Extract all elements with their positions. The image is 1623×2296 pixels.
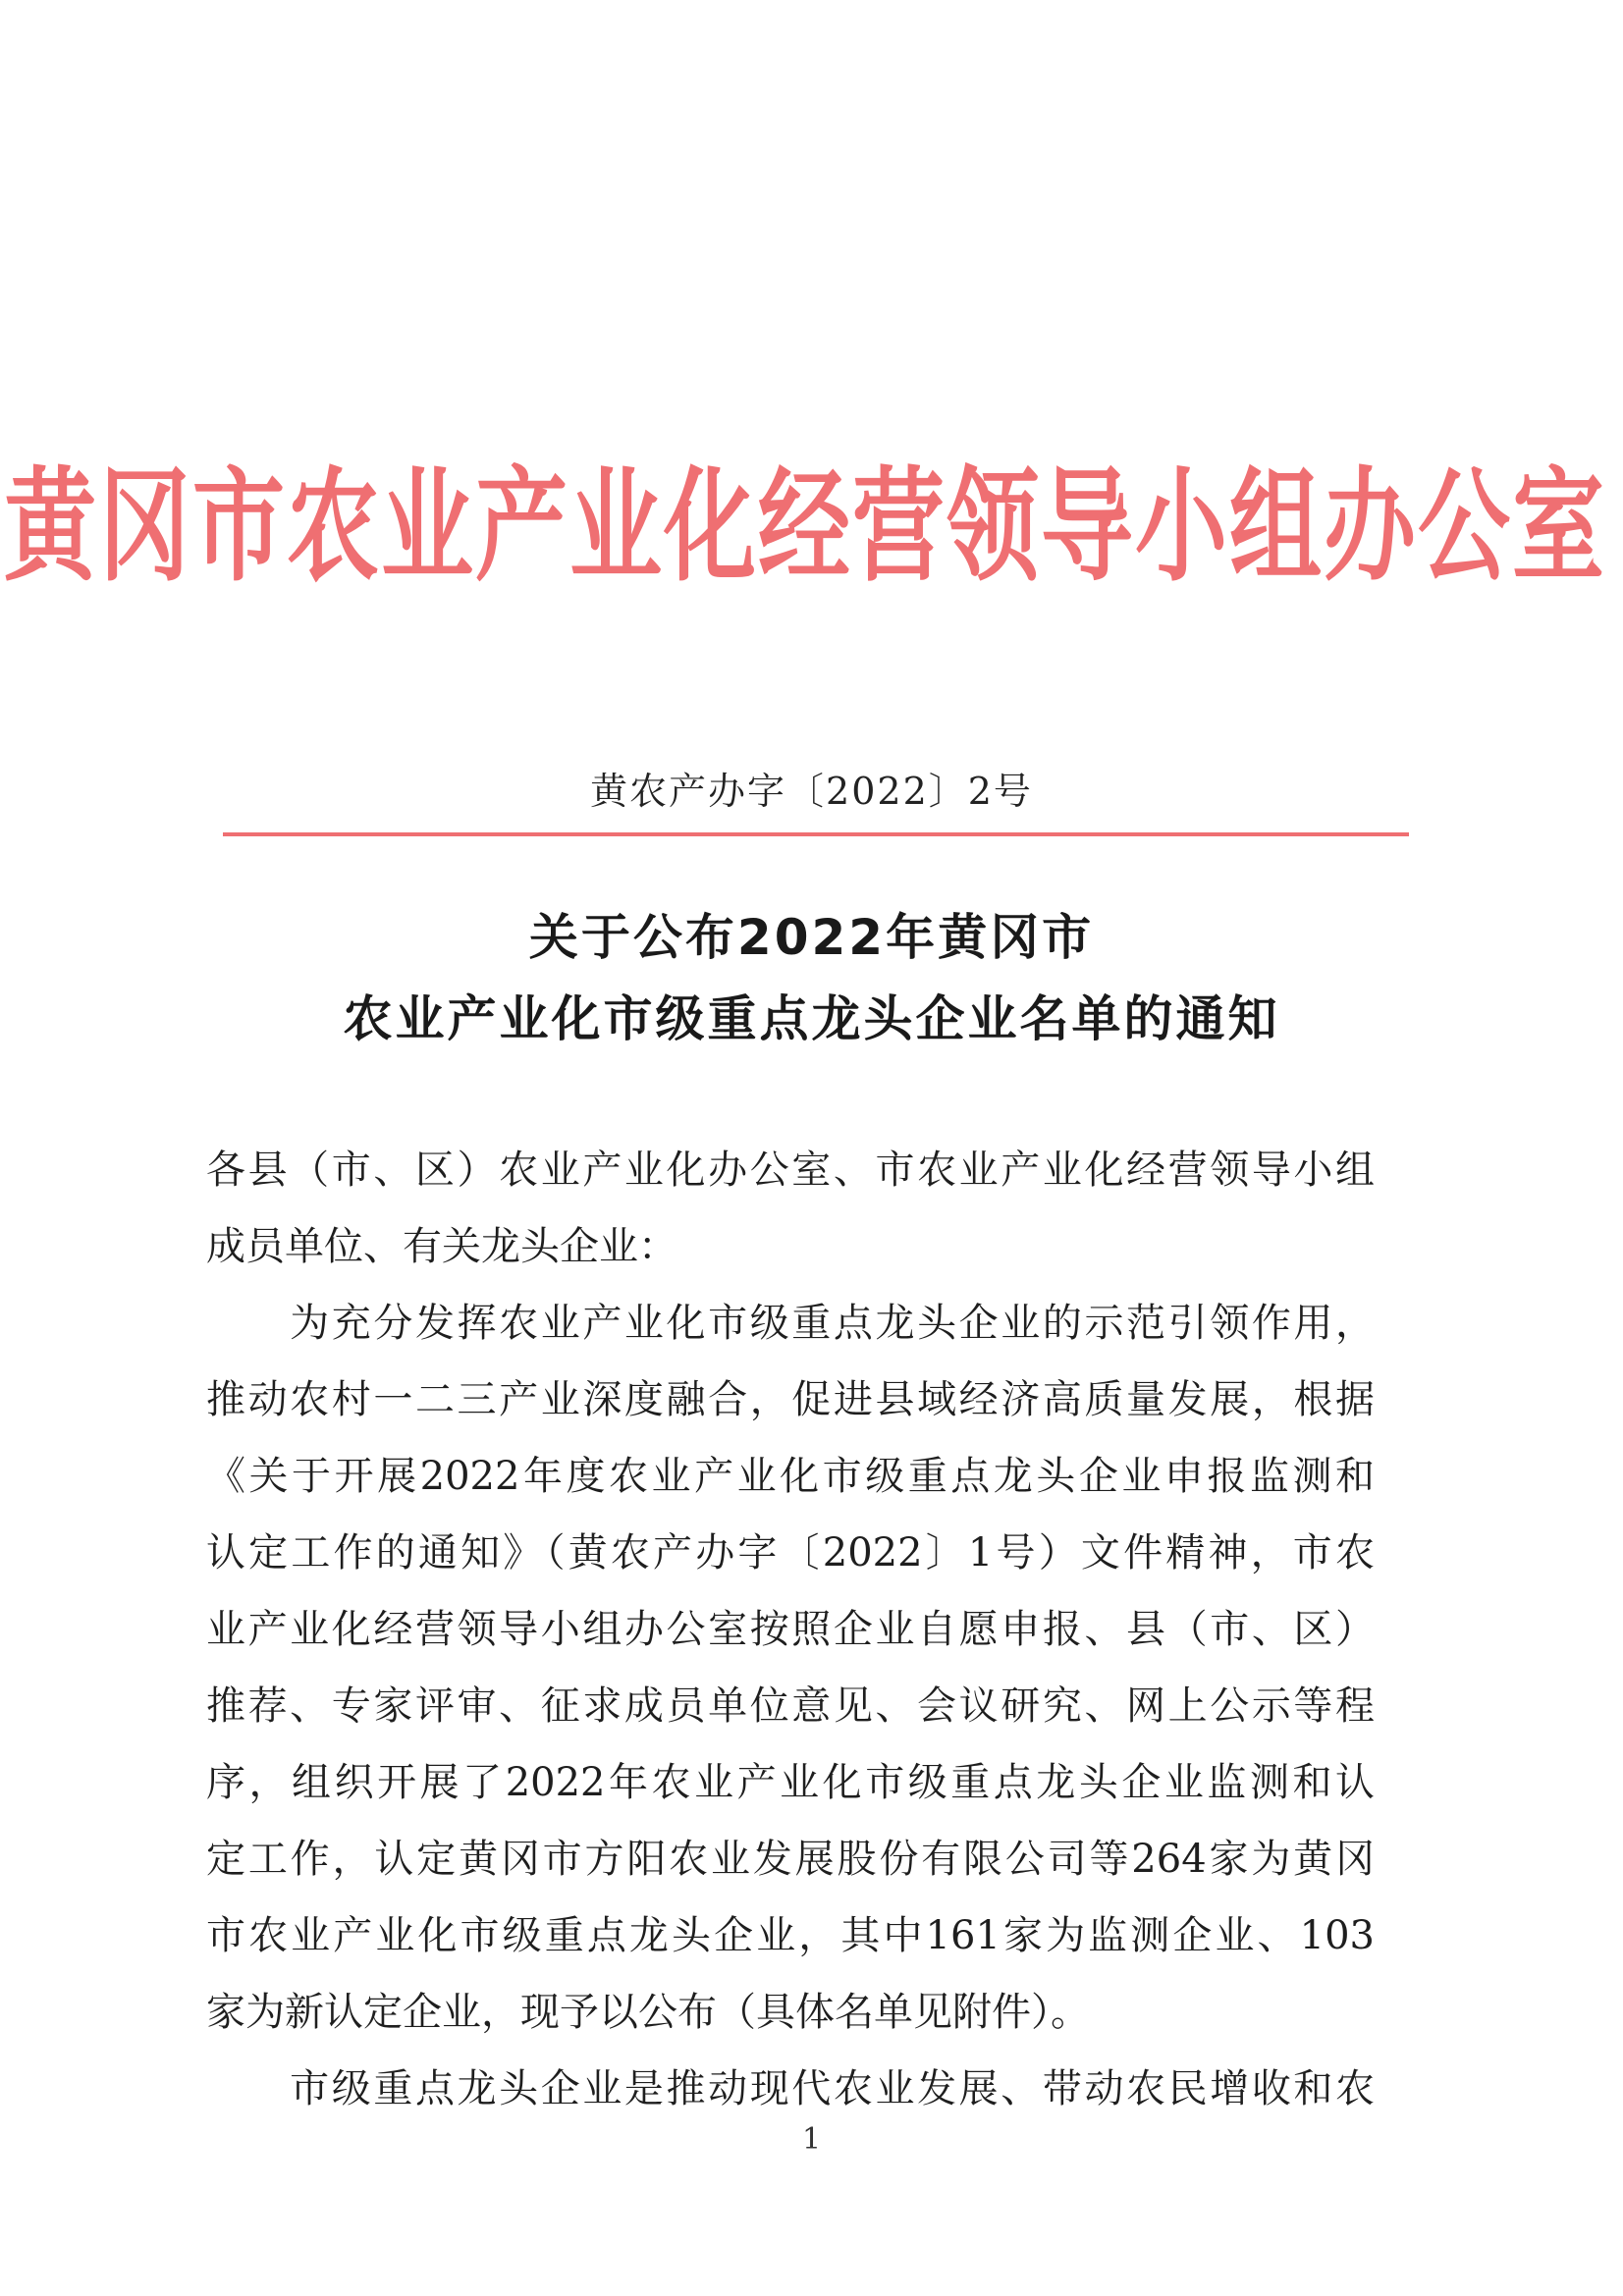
body-line: 序，组织开展了2022年农业产业化市级重点龙头企业监测和认 xyxy=(206,1760,1375,1805)
body-line: 市级重点龙头企业是推动现代农业发展、带动农民增收和农 xyxy=(206,2066,1375,2111)
body-line: 定工作，认定黄冈市方阳农业发展股份有限公司等264家为黄冈 xyxy=(206,1837,1375,1882)
body-line: 认定工作的通知》（黄农产办字〔2022〕1号）文件精神，市农 xyxy=(206,1530,1375,1575)
body-line: 成员单位、有关龙头企业： xyxy=(206,1224,677,1269)
body-line: 推动农村一二三产业深度融合，促进县域经济高质量发展，根据 xyxy=(206,1377,1375,1422)
issuing-office-header: 黄冈市农业产业化经营领导小组办公室 xyxy=(4,455,1607,599)
body-line: 家为新认定企业，现予以公布（具体名单见附件）。 xyxy=(206,1990,1090,2035)
document-title-line-2: 农业产业化市级重点龙头企业名单的通知 xyxy=(343,990,1280,1047)
body-line: 各县（市、区）农业产业化办公室、市农业产业化经营领导小组 xyxy=(206,1148,1375,1193)
page-number: 1 xyxy=(801,2122,822,2157)
document-number: 黄农产办字〔2022〕2号 xyxy=(590,770,1033,813)
body-line: 推荐、专家评审、征求成员单位意见、会议研究、网上公示等程 xyxy=(206,1683,1375,1729)
document-title-line-1: 关于公布2022年黄冈市 xyxy=(528,909,1095,966)
body-line: 为充分发挥农业产业化市级重点龙头企业的示范引领作用， xyxy=(206,1301,1375,1346)
body-line: 业产业化经营领导小组办公室按照企业自愿申报、县（市、区） xyxy=(206,1607,1375,1652)
body-line: 《关于开展2022年度农业产业化市级重点龙头企业申报监测和 xyxy=(206,1454,1375,1499)
body-line: 市农业产业化市级重点龙头企业，其中161家为监测企业、103 xyxy=(206,1913,1375,1958)
red-divider-line xyxy=(223,832,1409,836)
